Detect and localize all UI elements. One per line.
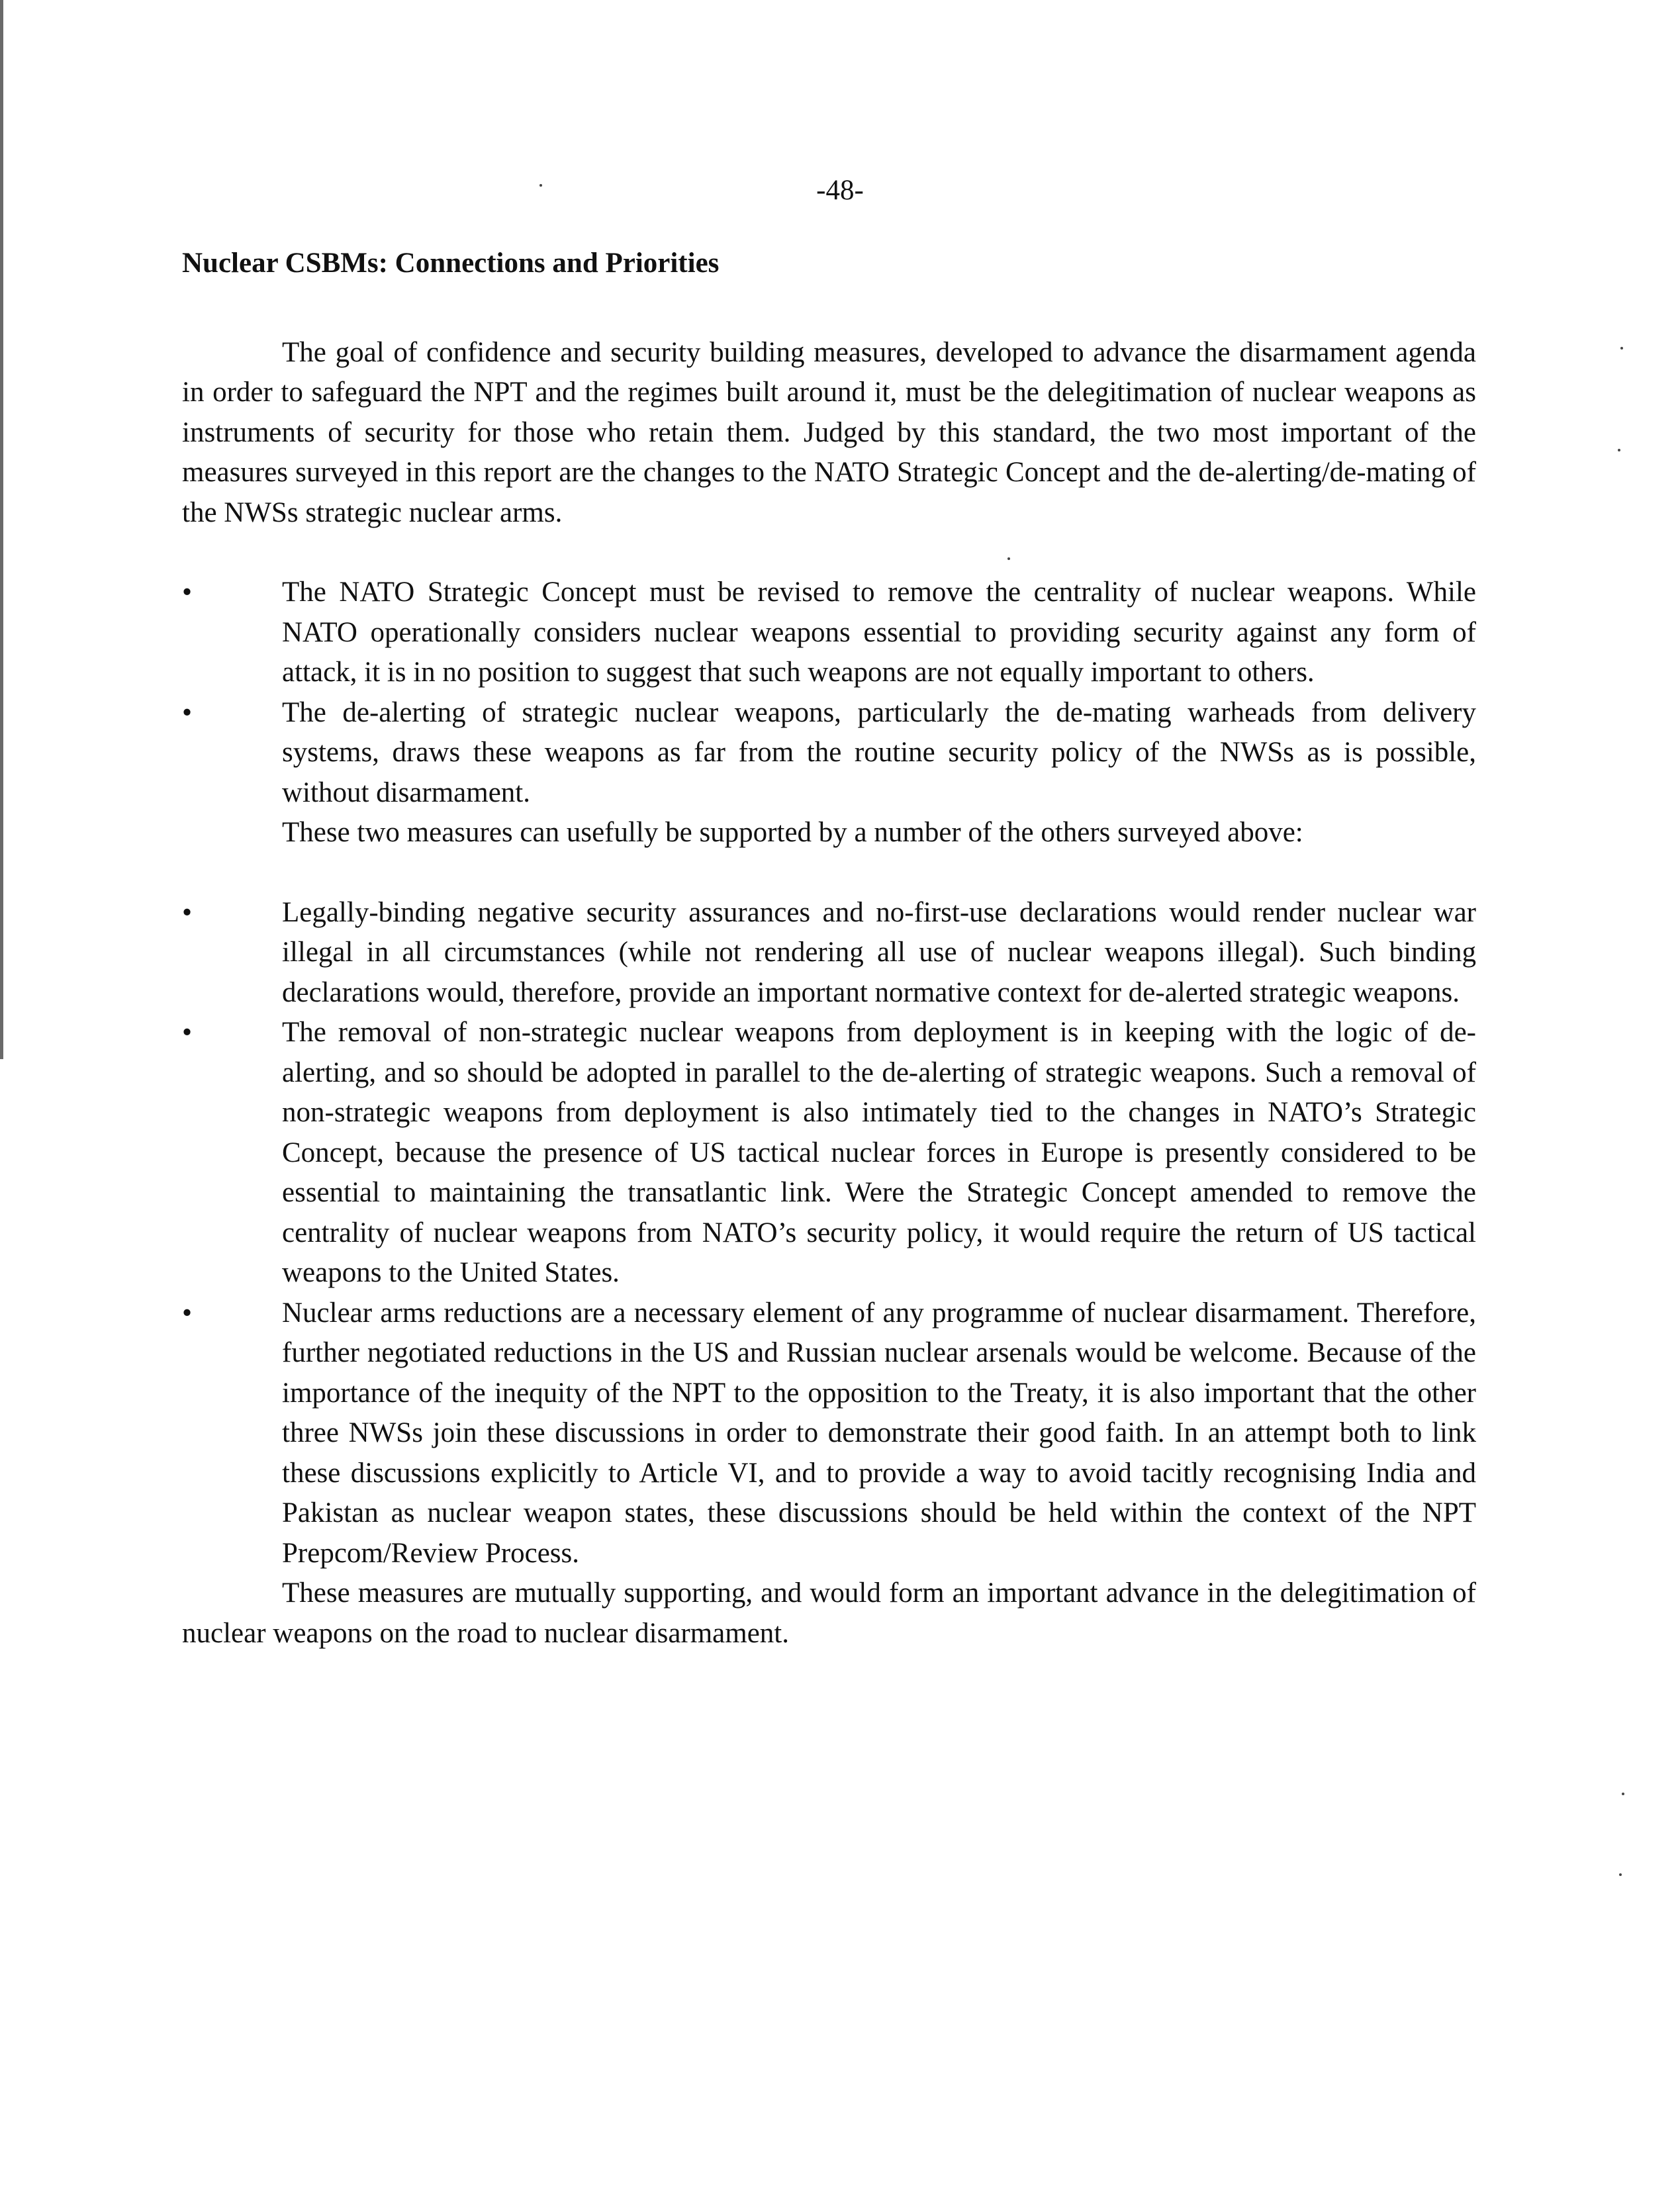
conclusion-paragraph: These measures are mutually supporting, and would form an important advance in the delegitimation of nuclear weapons on the road to nuclear disarmament. — [182, 1577, 1476, 1649]
scan-speck — [1618, 449, 1620, 451]
scan-speck — [1619, 1873, 1622, 1876]
bullet-text: Nuclear arms reductions are a necessary element of any programme of nuclear disarmament. Therefore, further negotiated reductions in the US and Russian nuclear arsenals would be welcome. Because of the importance of the inequity of the NPT to the opposition to the Treaty, it is also important that the other three NWSs join these discussions in order to demonstrate their good faith. In an attempt both to link these discussions explicitly to Article VI, and to provide a way to avoid tacitly recognising India and Pakistan as nuclear weapon states, these discussions should be held within the context of the NPT Prepcom/Review Process. — [282, 1297, 1476, 1569]
scan-speck — [539, 184, 542, 187]
bullet-item-security-assurances — [182, 893, 1476, 1013]
transition-paragraph: These two measures can usefully be supported by a number of the others surveyed above: — [282, 817, 1303, 848]
bullet-item-non-strategic-removal — [182, 1013, 1476, 1293]
bullet-text: The NATO Strategic Concept must be revised to remove the centrality of nuclear weapons. While NATO operationally considers nuclear weapons essential to providing security against any form of attack, it is in no position to suggest that such weapons are not equally important to others. — [282, 577, 1476, 688]
intro-paragraph: The goal of confidence and security building measures, developed to advance the disarmament agenda in order to safeguard the NPT and the regimes built around it, must be the delegitimation of nuclear weapons as instruments of security for those who retain them. Judged by this standard, the two most important of the measures surveyed in this report are the changes to the NATO Strategic Concept and the de-alerting/de-mating of the NWSs strategic nuclear arms. — [182, 336, 1476, 528]
bullet-icon: • — [182, 896, 193, 928]
bullet-text: The de-alerting of strategic nuclear weapons, particularly the de-mating warheads from delivery systems, draws these weapons as far from the routine security policy of the NWSs as is possible, without disarmament. — [282, 696, 1476, 808]
scan-edge-artifact — [0, 0, 3, 1059]
bullet-item-arms-reductions — [182, 1293, 1476, 1574]
bullet-text: The removal of non-strategic nuclear weapons from deployment is in keeping with the logic of de-alerting, and so should be adopted in parallel to the de-alerting of strategic weapons. Such a removal of non-strategic weapons from deployment is also intimately tied to the changes in NATO’s Strategic Concept, because the presence of US tactical nuclear forces in Europe is presently considered to be essential to maintaining the transatlantic link. Were the Strategic Concept amended to remove the centrality of nuclear weapons from NATO’s security policy, it would require the return of US tactical weapons to the United States. — [282, 1017, 1476, 1288]
bullet-icon: • — [182, 577, 193, 608]
bullet-item-de-alerting — [182, 693, 1476, 814]
section-heading: Nuclear CSBMs: Connections and Priorities — [182, 248, 720, 279]
bullet-text: Legally-binding negative security assurances and no-first-use declarations would render nuclear war illegal in all circumstances (while not rendering all use of nuclear weapons illegal). Such binding declarations would, therefore, provide an important normative context for de-alerted strategic weapons. — [282, 896, 1476, 1008]
page-number: -48- — [816, 175, 864, 206]
document-body — [182, 244, 1476, 1654]
scan-speck — [1622, 1793, 1624, 1795]
bullet-icon: • — [182, 1017, 193, 1048]
bullet-icon: • — [182, 1297, 193, 1329]
scan-speck — [1007, 557, 1010, 560]
bullet-icon: • — [182, 696, 193, 728]
scan-speck — [1620, 347, 1623, 350]
bullet-item-nato-strategic-concept — [182, 573, 1476, 693]
